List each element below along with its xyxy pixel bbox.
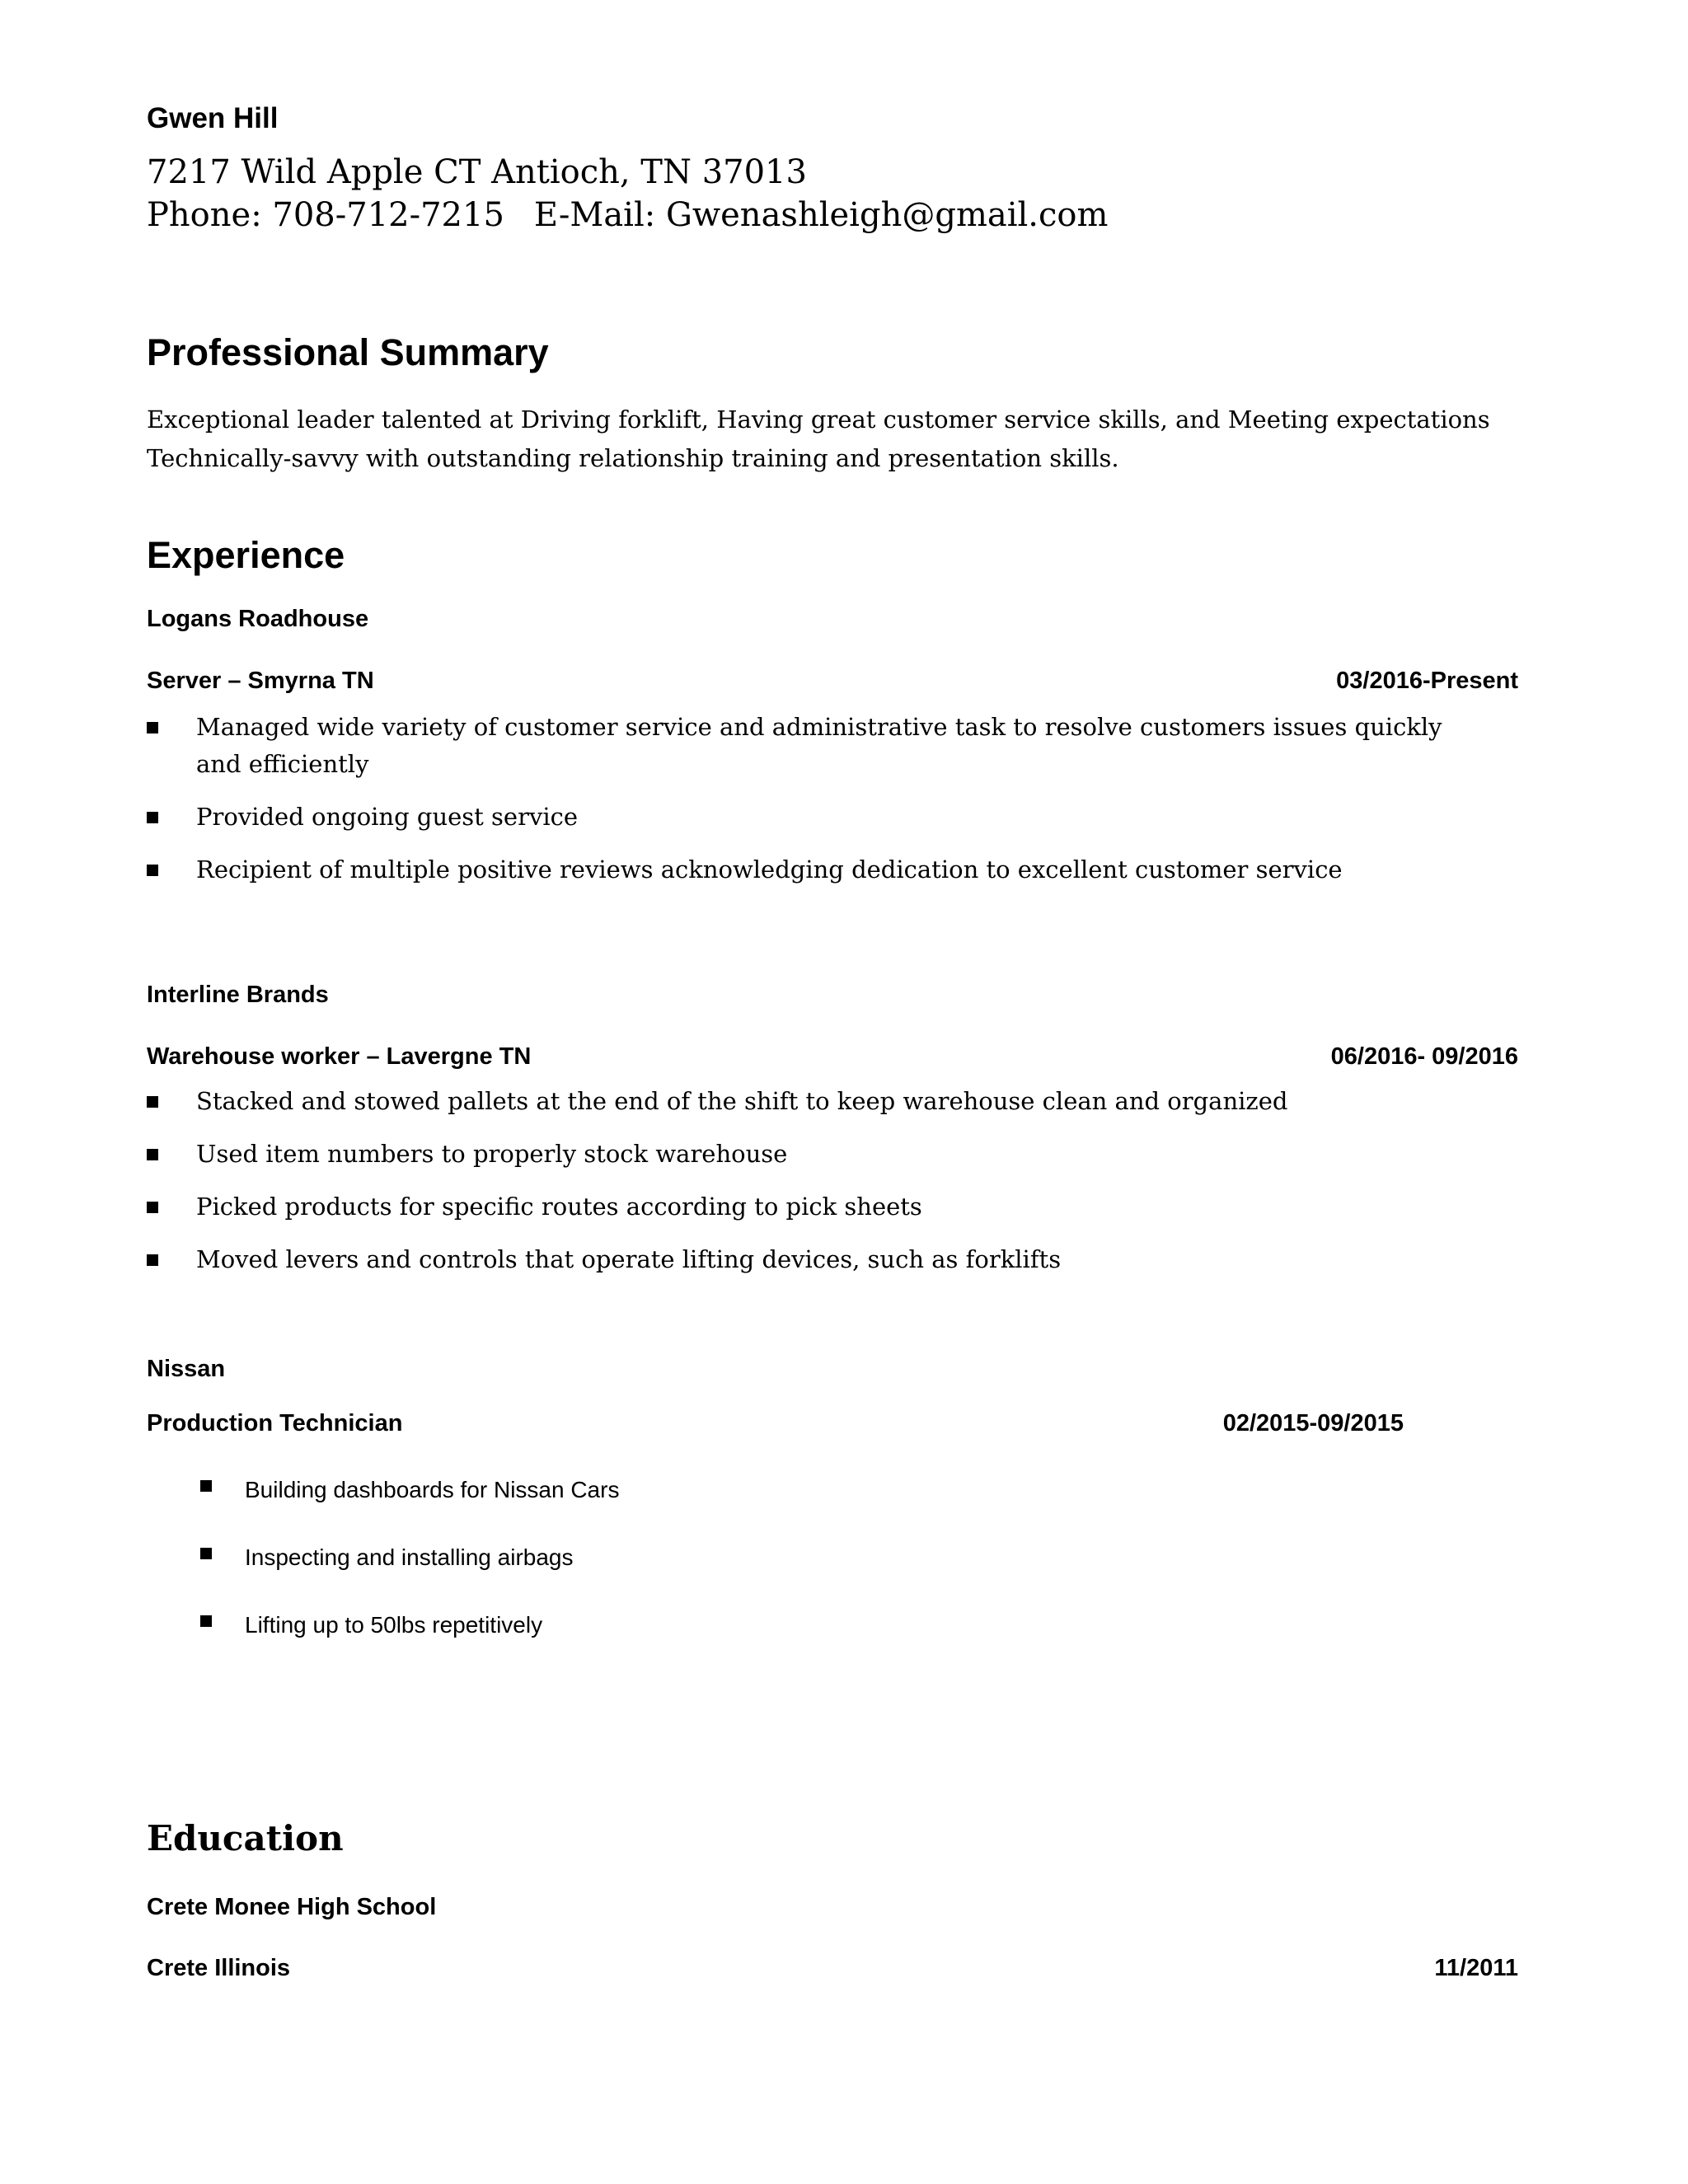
job-dates: 03/2016-Present xyxy=(1336,668,1518,694)
company-name: Logans Roadhouse xyxy=(147,606,369,632)
job-role: Server – Smyrna TN xyxy=(147,668,374,694)
summary-heading: Professional Summary xyxy=(147,331,549,373)
bullet-item xyxy=(196,1136,1482,1173)
square-bullet-icon xyxy=(147,812,158,823)
square-bullet-icon xyxy=(200,1615,212,1627)
bullet-item xyxy=(245,1607,1234,1643)
bullet-item xyxy=(196,709,1482,783)
applicant-name: Gwen Hill xyxy=(147,102,279,134)
bullet-item xyxy=(245,1472,1234,1508)
education-heading: Education xyxy=(147,1818,344,1858)
job-role: Warehouse worker – Lavergne TN xyxy=(147,1043,532,1070)
job-bullets xyxy=(196,709,1482,888)
bullet-text: Recipient of multiple positive reviews acknowledging dedication to excellent customer service xyxy=(196,855,1343,883)
bullet-text: Building dashboards for Nissan Cars xyxy=(245,1477,620,1502)
bullet-text: Managed wide variety of customer service and administrative task to resolve customers issues quickly and efficiently xyxy=(196,713,1442,778)
square-bullet-icon xyxy=(147,1149,158,1160)
square-bullet-icon xyxy=(147,722,158,733)
summary-text: Exceptional leader talented at Driving forklift, Having great customer service skills, and Meeting expectations Technically-savvy with outstanding relationship training and presentation skills. xyxy=(147,405,1490,472)
job-dates: 06/2016- 09/2016 xyxy=(1330,1043,1518,1070)
phone: Phone: 708-712-7215 xyxy=(147,196,504,234)
school-location: Crete Illinois xyxy=(147,1955,291,1981)
square-bullet-icon xyxy=(200,1480,212,1492)
square-bullet-icon xyxy=(147,1096,158,1108)
job-dates: 02/2015-09/2015 xyxy=(1222,1410,1404,1436)
bullet-text: Inspecting and installing airbags xyxy=(245,1544,574,1570)
bullet-text: Lifting up to 50lbs repetitively xyxy=(245,1612,543,1638)
bullet-text: Stacked and stowed pallets at the end of the shift to keep warehouse clean and organized xyxy=(196,1087,1288,1115)
bullet-item xyxy=(196,799,1482,836)
bullet-item xyxy=(196,1241,1482,1278)
square-bullet-icon xyxy=(147,865,158,876)
square-bullet-icon xyxy=(200,1548,212,1559)
contact-line xyxy=(147,196,1108,234)
address: 7217 Wild Apple CT Antioch, TN 37013 xyxy=(147,153,807,191)
job-bullets xyxy=(196,1083,1482,1294)
school-name: Crete Monee High School xyxy=(147,1894,437,1920)
job-role: Production Technician xyxy=(147,1410,403,1436)
bullet-text: Picked products for specific routes according to pick sheets xyxy=(196,1193,922,1221)
email: E-Mail: Gwenashleigh@gmail.com xyxy=(533,196,1109,234)
company-name: Interline Brands xyxy=(147,982,329,1008)
experience-heading: Experience xyxy=(147,534,345,576)
bullet-item xyxy=(196,1188,1482,1226)
bullet-item xyxy=(196,1083,1482,1120)
bullet-text: Used item numbers to properly stock warehouse xyxy=(196,1140,788,1168)
bullet-text: Moved levers and controls that operate lifting devices, such as forklifts xyxy=(196,1245,1062,1273)
square-bullet-icon xyxy=(147,1202,158,1213)
graduation-date: 11/2011 xyxy=(1434,1955,1518,1981)
bullet-text: Provided ongoing guest service xyxy=(196,803,579,831)
square-bullet-icon xyxy=(147,1254,158,1266)
bullet-item xyxy=(196,851,1482,888)
job-bullets xyxy=(245,1472,1234,1675)
bullet-item xyxy=(245,1540,1234,1576)
company-name: Nissan xyxy=(147,1356,226,1382)
